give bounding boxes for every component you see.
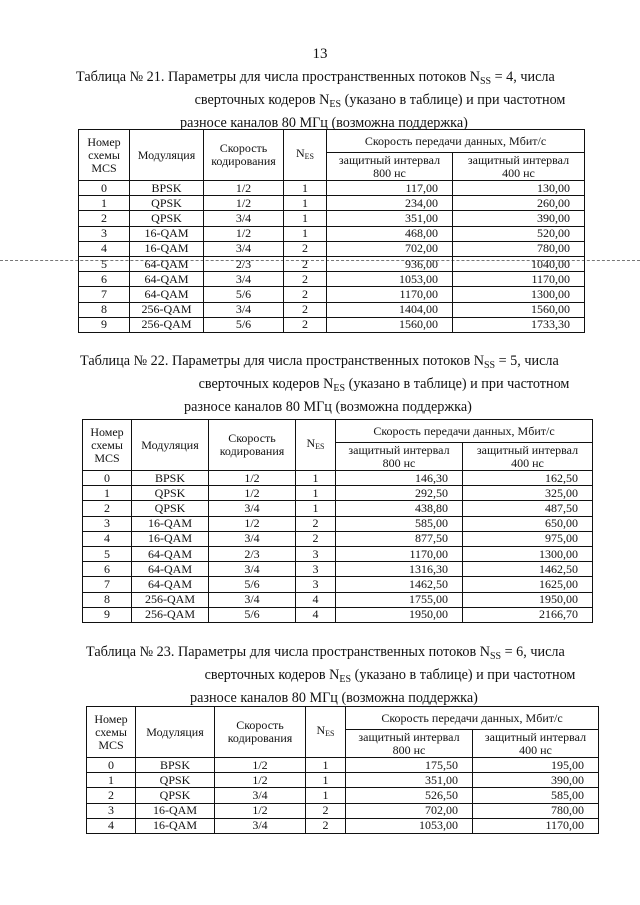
table-cell: 3 — [87, 803, 136, 818]
table-cell: 16-QAM — [132, 516, 209, 531]
table-row — [79, 196, 585, 211]
table-cell: 351,00 — [346, 773, 473, 788]
gi-400-header: защитный интервал 400 нс — [463, 443, 593, 471]
table-cell: 64-QAM — [132, 562, 209, 577]
table-cell: 3/4 — [209, 592, 296, 607]
table-cell: 9 — [79, 317, 130, 332]
table-cell: 585,00 — [336, 516, 463, 531]
table-cell: 1 — [284, 226, 327, 241]
gi-800-header: защитный интервал 800 нс — [346, 730, 473, 758]
table-cell: QPSK — [136, 773, 215, 788]
table-header-row — [83, 420, 593, 443]
table-22-caption: Таблица № 22. Параметры для числа пространственных потоков $N_{SS} = 5$, числа сверточных кодеров $N_{ES}$ (указано в таблице) и при частотном разносе каналов 80 МГц (возможна поддержка) — [80, 353, 570, 415]
table-cell: 16-QAM — [130, 226, 204, 241]
page-number: 13 — [312, 46, 328, 62]
modulation-header: Модуляция — [132, 420, 209, 471]
table-21-caption: Таблица № 21. Параметры для числа пространственных потоков $N_{SS} = 4$, числа сверточных кодеров $N_{ES}$ (указано в таблице) и при частотном разносе каналов 80 МГц (возможна поддержка) — [76, 69, 566, 131]
coding-rate-header: Скорость кодирования — [215, 707, 306, 758]
table-cell: 1 — [296, 501, 336, 516]
data-rate-header: Скорость передачи данных, Мбит/с — [336, 420, 593, 443]
table-cell: 1 — [296, 471, 336, 486]
table-row — [83, 577, 593, 592]
table-cell: 1950,00 — [336, 607, 463, 622]
table-cell: 2 — [306, 818, 346, 833]
table-cell: 390,00 — [473, 773, 599, 788]
table-cell: 3/4 — [215, 788, 306, 803]
table-row — [79, 302, 585, 317]
table-cell: 6 — [83, 562, 132, 577]
table-cell: 3 — [83, 516, 132, 531]
table-cell: 234,00 — [327, 196, 453, 211]
table-cell: 4 — [296, 607, 336, 622]
table-cell: 1 — [83, 486, 132, 501]
table-cell: QPSK — [130, 211, 204, 226]
table-cell: 1560,00 — [327, 317, 453, 332]
table-cell: 2 — [284, 302, 327, 317]
table-cell: 1/2 — [215, 803, 306, 818]
table-cell: 1/2 — [209, 486, 296, 501]
table-row — [83, 546, 593, 561]
table-23 — [86, 706, 599, 834]
table-cell: 2 — [83, 501, 132, 516]
table-cell: 130,00 — [453, 181, 585, 196]
table-cell: 5/6 — [209, 577, 296, 592]
table-cell: 780,00 — [473, 803, 599, 818]
table-cell: 1733,30 — [453, 317, 585, 332]
table-cell: 16-QAM — [130, 241, 204, 256]
table-cell: 1170,00 — [473, 818, 599, 833]
table-cell: 256-QAM — [130, 302, 204, 317]
table-cell: 702,00 — [327, 241, 453, 256]
table-row — [83, 471, 593, 486]
table-cell: 5/6 — [209, 607, 296, 622]
table-cell: 117,00 — [327, 181, 453, 196]
table-row — [87, 758, 599, 773]
table-cell: 1300,00 — [463, 546, 593, 561]
table-cell: 7 — [83, 577, 132, 592]
nes-header: $N_{ES}$ — [306, 707, 346, 758]
table-cell: 3/4 — [209, 501, 296, 516]
table-row — [87, 773, 599, 788]
table-cell: 1 — [306, 758, 346, 773]
table-row — [79, 287, 585, 302]
table-cell: 256-QAM — [132, 592, 209, 607]
table-cell: 1170,00 — [336, 546, 463, 561]
table-cell: 1 — [87, 773, 136, 788]
gi-800-header: защитный интервал 800 нс — [327, 153, 453, 181]
nes-header: $N_{ES}$ — [296, 420, 336, 471]
table-cell: 195,00 — [473, 758, 599, 773]
table-cell: 1040,00 — [453, 256, 585, 271]
table-21 — [78, 129, 585, 333]
table-cell: 0 — [83, 471, 132, 486]
table-cell: 2 — [284, 241, 327, 256]
table-cell: BPSK — [132, 471, 209, 486]
data-rate-header: Скорость передачи данных, Мбит/с — [346, 707, 599, 730]
table-cell: 175,50 — [346, 758, 473, 773]
table-cell: BPSK — [136, 758, 215, 773]
table-cell: 650,00 — [463, 516, 593, 531]
table-cell: 8 — [83, 592, 132, 607]
gi-400-header: защитный интервал 400 нс — [473, 730, 599, 758]
table-row — [79, 241, 585, 256]
table-cell: 780,00 — [453, 241, 585, 256]
table-cell: 6 — [79, 272, 130, 287]
table-cell: 702,00 — [346, 803, 473, 818]
table-cell: 390,00 — [453, 211, 585, 226]
table-cell: 64-QAM — [132, 577, 209, 592]
table-cell: 256-QAM — [132, 607, 209, 622]
table-cell: 2 — [306, 803, 346, 818]
table-cell: 260,00 — [453, 196, 585, 211]
table-cell: 4 — [87, 818, 136, 833]
table-cell: 1/2 — [209, 471, 296, 486]
table-cell: 3 — [79, 226, 130, 241]
table-cell: QPSK — [136, 788, 215, 803]
table-cell: 1625,00 — [463, 577, 593, 592]
table-cell: QPSK — [132, 501, 209, 516]
table-cell: 2 — [284, 256, 327, 271]
table-cell: QPSK — [130, 196, 204, 211]
table-cell: 4 — [83, 531, 132, 546]
table-cell: 146,30 — [336, 471, 463, 486]
table-row — [83, 486, 593, 501]
table-row — [83, 501, 593, 516]
table-cell: 1462,50 — [336, 577, 463, 592]
table-cell: 64-QAM — [130, 272, 204, 287]
table-cell: 1300,00 — [453, 287, 585, 302]
table-cell: 2 — [87, 788, 136, 803]
table-23-caption: Таблица № 23. Параметры для числа пространственных потоков $N_{SS} = 6$, числа сверточных кодеров $N_{ES}$ (указано в таблице) и при частотном разносе каналов 80 МГц (возможна поддержка) — [86, 644, 576, 706]
table-cell: 1170,00 — [453, 272, 585, 287]
table-cell: 9 — [83, 607, 132, 622]
modulation-header: Модуляция — [130, 130, 204, 181]
table-cell: 1462,50 — [463, 562, 593, 577]
table-cell: 1/2 — [204, 181, 284, 196]
table-cell: 5/6 — [204, 287, 284, 302]
table-cell: QPSK — [132, 486, 209, 501]
table-cell: 5 — [83, 546, 132, 561]
gi-400-header: защитный интервал 400 нс — [453, 153, 585, 181]
table-cell: 4 — [79, 241, 130, 256]
table-cell: 1316,30 — [336, 562, 463, 577]
table-cell: 3/4 — [204, 302, 284, 317]
table-row — [87, 788, 599, 803]
table-cell: 1/2 — [215, 773, 306, 788]
table-cell: 1/2 — [204, 226, 284, 241]
modulation-header: Модуляция — [136, 707, 215, 758]
table-cell: 7 — [79, 287, 130, 302]
table-cell: 1 — [79, 196, 130, 211]
table-row — [87, 803, 599, 818]
table-row — [83, 607, 593, 622]
table-header-row — [87, 707, 599, 730]
table-cell: 1053,00 — [327, 272, 453, 287]
table-cell: 4 — [296, 592, 336, 607]
mcs-number-header: Номер схемы MCS — [83, 420, 132, 471]
table-cell: BPSK — [130, 181, 204, 196]
table-cell: 3/4 — [204, 211, 284, 226]
table-row — [79, 256, 585, 271]
table-row — [79, 226, 585, 241]
gi-800-header: защитный интервал 800 нс — [336, 443, 463, 471]
table-cell: 325,00 — [463, 486, 593, 501]
table-cell: 3 — [296, 562, 336, 577]
table-cell: 3 — [296, 546, 336, 561]
table-cell: 2 — [284, 317, 327, 332]
table-row — [79, 317, 585, 332]
table-row — [83, 562, 593, 577]
table-cell: 1 — [284, 196, 327, 211]
table-cell: 975,00 — [463, 531, 593, 546]
table-cell: 0 — [87, 758, 136, 773]
table-cell: 64-QAM — [130, 287, 204, 302]
table-cell: 64-QAM — [132, 546, 209, 561]
table-row — [83, 592, 593, 607]
table-cell: 64-QAM — [130, 256, 204, 271]
table-cell: 8 — [79, 302, 130, 317]
table-cell: 16-QAM — [136, 803, 215, 818]
table-cell: 2 — [79, 211, 130, 226]
table-cell: 351,00 — [327, 211, 453, 226]
table-cell: 585,00 — [473, 788, 599, 803]
table-cell: 526,50 — [346, 788, 473, 803]
table-cell: 2 — [284, 272, 327, 287]
table-cell: 1560,00 — [453, 302, 585, 317]
table-cell: 877,50 — [336, 531, 463, 546]
table-cell: 438,80 — [336, 501, 463, 516]
table-cell: 2166,70 — [463, 607, 593, 622]
table-cell: 3/4 — [204, 241, 284, 256]
table-cell: 1 — [284, 181, 327, 196]
table-cell: 16-QAM — [132, 531, 209, 546]
table-cell: 3/4 — [204, 272, 284, 287]
table-cell: 487,50 — [463, 501, 593, 516]
table-cell: 1/2 — [215, 758, 306, 773]
table-22 — [82, 419, 593, 623]
table-cell: 1053,00 — [346, 818, 473, 833]
table-cell: 1404,00 — [327, 302, 453, 317]
table-cell: 1 — [296, 486, 336, 501]
table-cell: 1950,00 — [463, 592, 593, 607]
table-cell: 292,50 — [336, 486, 463, 501]
mcs-number-header: Номер схемы MCS — [79, 130, 130, 181]
table-cell: 1755,00 — [336, 592, 463, 607]
table-cell: 3 — [296, 577, 336, 592]
table-cell: 0 — [79, 181, 130, 196]
table-cell: 1 — [306, 773, 346, 788]
table-cell: 1 — [284, 211, 327, 226]
table-cell: 2 — [296, 516, 336, 531]
table-cell: 256-QAM — [130, 317, 204, 332]
nes-header: $N_{ES}$ — [284, 130, 327, 181]
data-rate-header: Скорость передачи данных, Мбит/с — [327, 130, 585, 153]
table-cell: 3/4 — [209, 562, 296, 577]
table-cell: 1/2 — [209, 516, 296, 531]
coding-rate-header: Скорость кодирования — [204, 130, 284, 181]
table-row — [79, 272, 585, 287]
table-row — [87, 818, 599, 833]
table-cell: 3/4 — [209, 531, 296, 546]
table-row — [79, 211, 585, 226]
table-cell: 5 — [79, 256, 130, 271]
table-cell: 520,00 — [453, 226, 585, 241]
table-row — [83, 531, 593, 546]
coding-rate-header: Скорость кодирования — [209, 420, 296, 471]
table-cell: 468,00 — [327, 226, 453, 241]
table-cell: 3/4 — [215, 818, 306, 833]
table-cell: 16-QAM — [136, 818, 215, 833]
table-cell: 2 — [284, 287, 327, 302]
table-row — [83, 516, 593, 531]
table-cell: 936,00 — [327, 256, 453, 271]
mcs-number-header: Номер схемы MCS — [87, 707, 136, 758]
table-header-row — [79, 130, 585, 153]
table-cell: 1/2 — [204, 196, 284, 211]
table-cell: 162,50 — [463, 471, 593, 486]
table-cell: 2/3 — [209, 546, 296, 561]
table-cell: 2 — [296, 531, 336, 546]
table-cell: 1 — [306, 788, 346, 803]
table-cell: 5/6 — [204, 317, 284, 332]
table-row — [79, 181, 585, 196]
table-cell: 2/3 — [204, 256, 284, 271]
table-cell: 1170,00 — [327, 287, 453, 302]
